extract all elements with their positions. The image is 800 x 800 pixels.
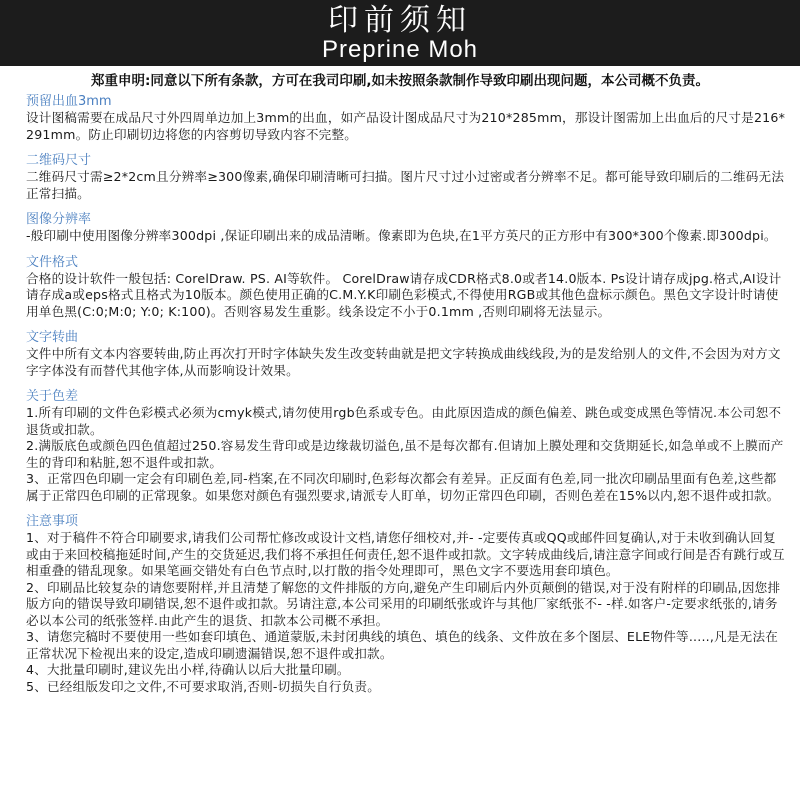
section-paragraph: 3、正常四色印刷一定会有印刷色差,同-档案,在不同次印刷时,色彩每次都会有差异。正反面有色差,同一批次印刷品里面有色差,这些都属于正常四色印刷的正常现象。如果您对颜色有强烈要求,请派专人盯单，切勿正常四色印刷，否则色差在15%以内,恕不退件或扣款。 — [26, 471, 780, 503]
section-paragraph: 2、印刷品比较复杂的请您要附样,并且清楚了解您的文件排版的方向,避免产生印刷后内外页颠倒的错误,对于没有附样的印刷品,因您排版方向的错误导致印刷错误,恕不退件或扣款。另请注意,本公司采用的印刷纸张或许与其他厂家纸张不- -样.如客户-定要求纸张的,请务必以本公司的纸张签样.由此产生的退货、扣款本公司概不承担。 — [26, 579, 781, 628]
section-paragraph: 合格的设计软件一般包括: CorelDraw. PS. AI等软件。 CorelDraw请存成CDR格式8.0或者14.0版本. Ps设计请存成jpg.格式,AI设计请存成a或eps格式且格式为10版本。颜色使用正确的C.M.Y.K印刷色彩模式,不得使用RGB或其他色盘标示颜色。黑色文字设计时请使用单色黑(C:0;M:0; Y:0; K:100)。否则容易发生重影。线条设定不小于0.1mm ,否则印刷将无法显示。 — [26, 270, 782, 319]
section-paragraph: 3、请您完稿时不要使用一些如套印填色、通道蒙版,未封闭典线的填色、填色的线条、文件放在多个图层、ELE物件等.....,凡是无法在正常状况下检视出来的设定,造成印刷遗漏错误,恕不退件或扣款。 — [26, 629, 779, 661]
section-color-difference — [26, 389, 786, 504]
section-paragraph: 1、对于稿件不符合印刷要求,请我们公司帮忙修改或设计文档,请您仔细校对,并- -定要传真或QQ或邮件回复确认,对于未收到确认回复或由于来回校稿拖延时间,产生的交货延迟,我们将不承担任何责任,恕不退件或扣款。文字转成曲线后,请注意字间或行间是否有跳行或互相重叠的错乱现象。如果笔画交错处有白色节点时,以打散的指令处理即可，黑色文字不要选用套印填色。 — [26, 530, 785, 578]
section-title: 文字转曲 — [26, 330, 79, 345]
section-paragraph: 5、已经组版发印之文件,不可要求取消,否则-切损失自行负责。 — [26, 678, 381, 694]
header-title-cn: 印前须知 — [328, 3, 472, 38]
section-paragraph: 文件中所有文本内容要转曲,防止再次打开时字体缺失发生改变转曲就是把文字转换成曲线线段,为的是发给别人的文件,不会因为对方文字字体没有而替代其他字体,从而影响设计效果。 — [26, 346, 781, 378]
section-paragraph: 二维码尺寸需≥2*2cm且分辨率≥300像素,确保印刷清晰可扫描。图片尺寸过小过密或者分辨率不足。都可能导致印刷后的二维码无法正常扫描。 — [26, 169, 785, 201]
section-title: 关于色差 — [26, 389, 79, 404]
section-resolution — [26, 212, 786, 245]
section-text-outline — [26, 330, 786, 379]
section-bleed — [26, 94, 786, 143]
section-qrcode — [26, 153, 786, 202]
section-paragraph: -般印刷中使用图像分辨率300dpi ,保证印刷出来的成品清晰。像素即为色块,在1平方英尺的正方形中有300*300个像素.即300dpi。 — [26, 228, 777, 243]
section-paragraph: 4、大批量印刷时,建议先出小样,待确认以后大批量印刷。 — [26, 662, 350, 677]
section-file-format — [26, 255, 786, 321]
content-body — [0, 94, 800, 695]
section-title: 图像分辨率 — [26, 212, 92, 227]
section-title: 注意事项 — [26, 514, 79, 529]
section-title: 预留出血3mm — [26, 94, 112, 109]
section-notes — [26, 514, 786, 695]
section-paragraph: 1.所有印刷的文件色彩模式必须为cmyk模式,请勿使用rgb色系或专色。由此原因造成的颜色偏差、跳色或变成黑色等情况.本公司恕不退货或扣款。 — [26, 405, 782, 437]
section-paragraph: 2.满版底色或颜色四色值超过250.容易发生背印或是边缘裁切溢色,虽不是每次都有.但请加上膜处理和交货期延长,如急单或不上膜而产生的背印和粘脏,恕不退件或扣款。 — [26, 438, 784, 470]
disclaimer-text: 郑重申明:同意以下所有条款，方可在我司印刷,如未按照条款制作导致印刷出现问题，本公司概不负责。 — [90, 73, 710, 89]
section-paragraph: 设计图稿需要在成品尺寸外四周单边加上3mm的出血，如产品设计图成品尺寸为210*285mm，那设计图需加上出血后的尺寸是216* 291mm。防止印刷切边将您的内容剪切导致内容不完整。 — [26, 110, 786, 142]
page-header — [0, 0, 800, 66]
section-title: 二维码尺寸 — [26, 153, 92, 168]
section-title: 文件格式 — [26, 254, 79, 270]
header-title-en: Preprine Moh — [321, 36, 479, 63]
